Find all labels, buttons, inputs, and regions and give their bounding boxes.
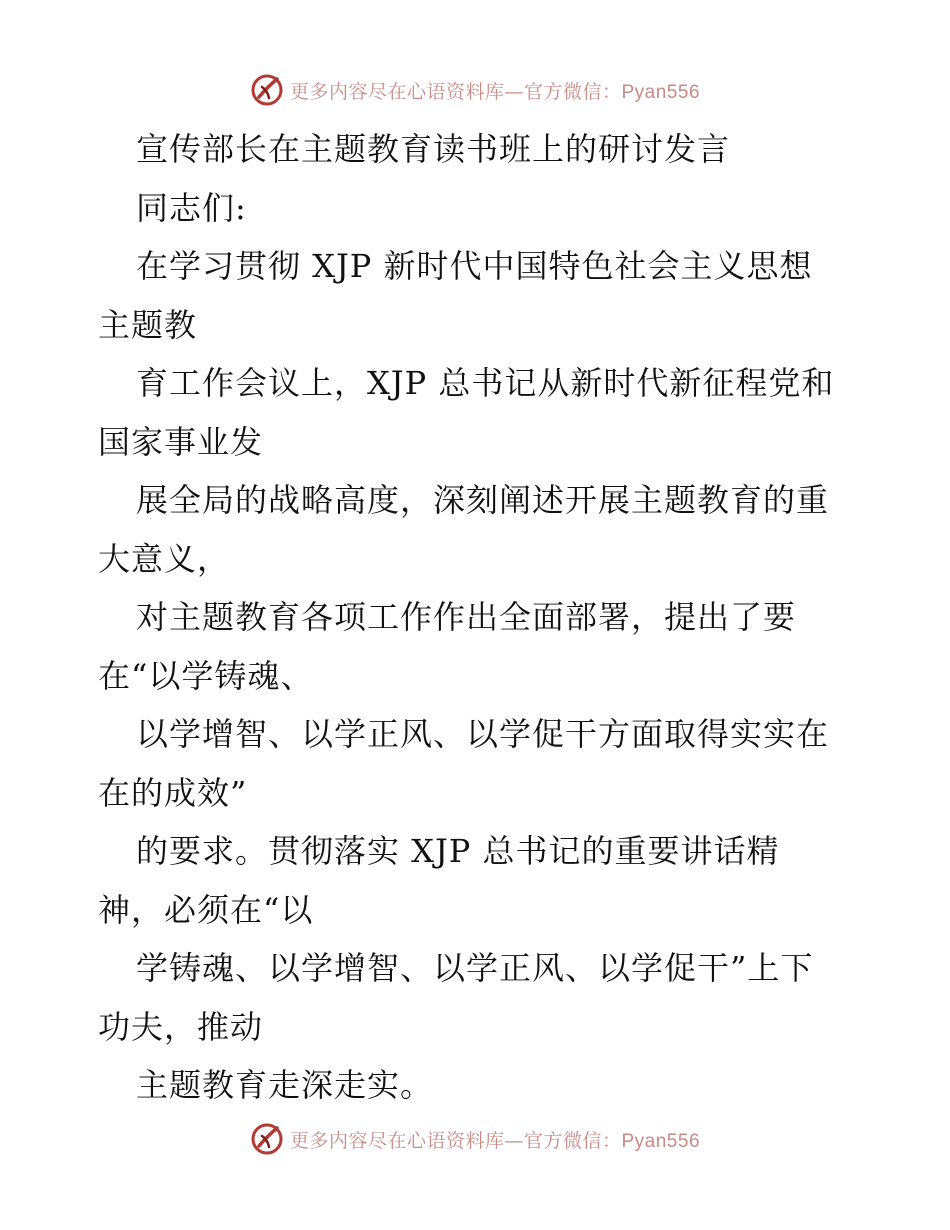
header-watermark-banner [0,70,950,110]
paragraph-line: 神，必须在“以 [98,890,314,929]
paragraph-line: 主题教 [98,305,198,344]
wechat-id: Pyan556 [621,1130,701,1152]
paragraph-line: 在“以学铸魂、 [98,656,314,695]
salutation: 同志们: [136,188,247,227]
watermark-text: 更多内容尽在心语资料库—官方微信：Pyan556 [289,1129,701,1152]
paragraph-line: 国家事业发 [98,422,264,461]
document-body [98,120,858,1115]
paragraph-line: 学铸魂、以学增智、以学正风、以学促干”上下 [136,949,814,987]
paragraph-line: 育工作会议上，XJP 总书记从新时代新征程党和 [136,364,835,402]
paragraph-line: 大意义， [98,539,231,578]
watermark-text: 更多内容尽在心语资料库—官方微信：Pyan556 [289,80,701,103]
wechat-id: Pyan556 [621,81,701,103]
paragraph-line: 在的成效” [98,773,248,812]
paragraph-line: 展全局的战略高度，深刻阐述开展主题教育的重 [136,481,830,519]
footer-watermark-banner [0,1119,950,1159]
brush-logo-icon [250,73,284,107]
paragraph-line: 对主题教育各项工作作出全面部署，提出了要 [136,598,797,636]
paragraph-line: 功夫，推动 [98,1007,264,1046]
paragraph-line: 在学习贯彻 XJP 新时代中国特色社会主义思想 [136,247,813,285]
document-title: 宣传部长在主题教育读书班上的研讨发言 [136,130,731,168]
paragraph-line: 主题教育走深走实。 [136,1066,434,1104]
paragraph-line: 以学增智、以学正风、以学促干方面取得实实在 [136,715,830,753]
paragraph-line: 的要求。贯彻落实 XJP 总书记的重要讲话精 [136,832,780,870]
brush-logo-icon [250,1122,284,1156]
